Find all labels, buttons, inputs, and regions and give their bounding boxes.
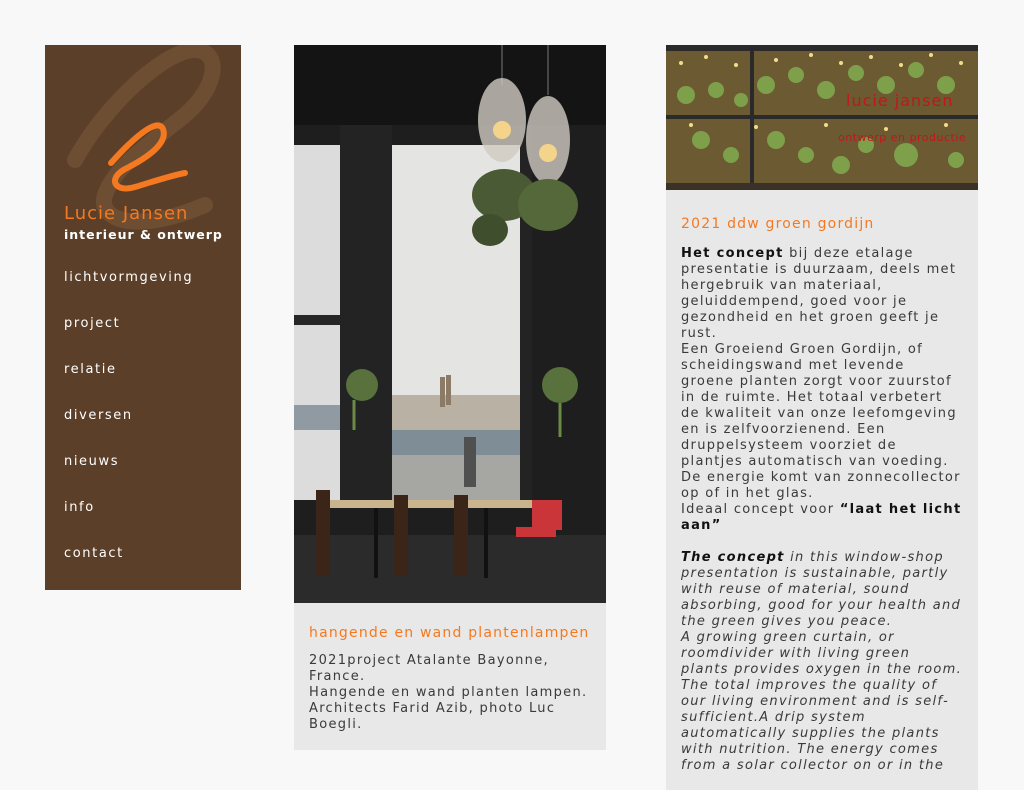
brand-name[interactable]: Lucie Jansen (64, 203, 189, 224)
project-title[interactable]: 2021 ddw groen gordijn (681, 216, 875, 232)
sidebar (45, 45, 241, 590)
paragraph-nl-1: bij deze etalage presentatie is duurzaam, deels met hergebruik van materiaal, geluiddempend, goed voor je gezondheid en het groen geeft je rust. (681, 246, 957, 341)
photo-caption-name: lucie jansen (846, 91, 954, 110)
project-description (309, 653, 591, 733)
nav-item-nieuws[interactable]: nieuws (64, 454, 120, 469)
paragraph-nl-2: Een Groeiend Groen Gordijn, of scheidingswand met levende groene planten zorgt voor zuurstof in de ruimte. Het totaal verbetert de kwaliteit van onze leefomgeving en is zelfvoorzienend. Een druppelsysteem voorziet de plantjes automatisch van voeding. De energie komt van zonnecollector op of in het glas. (681, 342, 961, 501)
project-card-groen-gordijn (666, 45, 978, 790)
project-info (666, 190, 978, 790)
paragraph-en-3: The total improves the quality of our living environment and is self-sufficient.A drip system automatically supplies the plants with nutrition. The energy comes from a solar collector on or in the (681, 678, 950, 773)
paragraph-nl-3: Ideaal concept voor (681, 502, 840, 517)
project-line: Architects Farid Azib, photo Luc Boegli. (309, 701, 556, 732)
description-dutch (681, 246, 963, 534)
project-title[interactable]: hangende en wand plantenlampen (309, 625, 590, 641)
brand-subtitle: interieur & ontwerp (64, 227, 223, 242)
paragraph-en-2: A growing green curtain, or roomdivider with living green plants provides oxygen in the room. (681, 630, 963, 677)
project-photo-cafe[interactable] (294, 45, 606, 603)
nav-item-diversen[interactable]: diversen (64, 408, 133, 423)
description-english (681, 550, 963, 774)
project-info (294, 603, 606, 750)
nav-item-relatie[interactable]: relatie (64, 362, 117, 377)
project-card-plantenlampen (294, 45, 606, 750)
concept-lead-en: The concept (681, 550, 785, 565)
main-nav (64, 269, 193, 591)
project-line: Hangende en wand planten lampen. (309, 685, 588, 700)
concept-lead-nl: Het concept (681, 246, 784, 261)
project-photo-groen-gordijn[interactable] (666, 45, 978, 190)
quote-nl: “laat het licht aan” (681, 502, 962, 533)
photo-caption-tagline: ontwerp en productie (838, 131, 967, 144)
nav-item-lichtvormgeving[interactable]: lichtvormgeving (64, 270, 194, 285)
project-line: 2021project Atalante Bayonne, France. (309, 653, 549, 684)
nav-item-contact[interactable]: contact (64, 546, 124, 561)
nav-item-info[interactable]: info (64, 500, 95, 515)
green-curtain-photo-icon (666, 45, 978, 190)
paragraph-en-1: in this window-shop presentation is sustainable, partly with reuse of material, sound absorbing, good for your health and the green gives you peace. (681, 550, 962, 629)
nav-item-project[interactable]: project (64, 316, 121, 331)
